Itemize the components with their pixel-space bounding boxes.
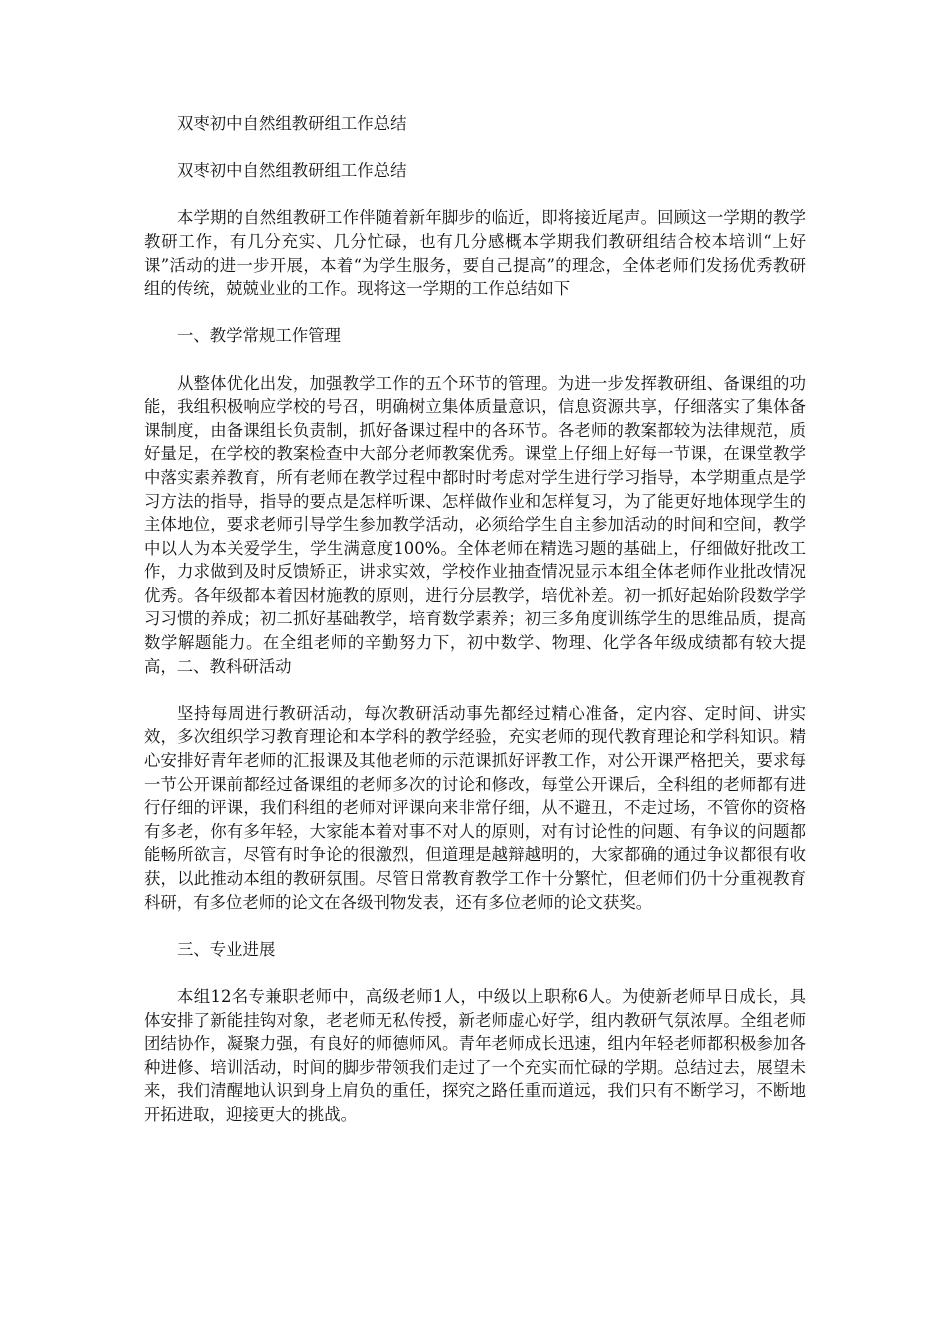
section-1-heading: 一、教学常规工作管理	[177, 326, 341, 346]
document-subtitle: 双枣初中自然组教研组工作总结	[177, 161, 407, 181]
document-page	[144, 112, 806, 1150]
section-3-heading: 三、专业进展	[177, 939, 276, 959]
section-1-paragraph: 从整体优化出发，加强教学工作的五个环节的管理。为进一步发挥教研组、备课组的功能，我组积极响应学校的号召，明确树立集体质量意识，信息资源共享，仔细落实了集体备课制度，由备课组长负责制，抓好备课过程中的各环节。各老师的教案都较为法律规范，质好量足，在学校的教案检查中大部分老师教案优秀。课堂上仔细上好每一节课，在课堂教学中落实素养教育，所有老师在教学过程中都时时考虑对学生进行学习指导，本学期重点是学习方法的指导，指导的要点是怎样听课、怎样做作业和怎样复习，为了能更好地体现学生的主体地位，要求老师引导学生参加教学活动，必须给学生自主参加活动的时间和空间，教学中以人为本关爱学生，学生满意度100%。全体老师在精选习题的基础上，仔细做好批改工作，力求做到及时反馈矫正，讲求实效，学校作业抽查情况显示本组全体老师作业批改情况优秀。各年级都本着因材施教的原则，进行分层教学，培优补差。初一抓好起始阶段数学学习习惯的养成；初二抓好基础教学，培育数学素养；初三多角度训练学生的思维品质，提高数学解题能力。在全组老师的辛勤努力下，初中数学、物理、化学各年级成绩都有较大提高，二、教科研活动	[144, 373, 806, 676]
intro-paragraph: 本学期的自然组教研工作伴随着新年脚步的临近，即将接近尾声。回顾这一学期的教学教研工作，有几分充实、几分忙碌，也有几分感概本学期我们教研组结合校本培训“上好课”活动的进一步开展，本着“为学生服务，要自己提高”的理念，全体老师们发扬优秀教研组的传统，兢兢业业的工作。现将这一学期的工作总结如下	[144, 208, 806, 299]
document-title: 双枣初中自然组教研组工作总结	[177, 114, 407, 133]
section-2-paragraph: 坚持每周进行教研活动，每次教研活动事先都经过精心准备，定内容、定时间、讲实效，多次组织学习教育理论和本学科的教学经验，充实老师的现代教育理论和学科知识。精心安排好青年老师的汇报课及其他老师的示范课抓好评教工作，对公开课严格把关，要求每一节公开课前都经过备课组的老师多次的讨论和修改，每堂公开课后，全科组的老师都有进行仔细的评课，我们科组的老师对评课向来非常仔细，从不避丑，不走过场，不管你的资格有多老，你有多年轻，大家能本着对事不对人的原则，对有讨论性的问题、有争议的问题都能畅所欲言，尽管有时争论的很激烈，但道理是越辩越明的，大家都确的通过争议都很有收获，以此推动本组的教研氛围。尽管日常教育教学工作十分繁忙，但老师们仍十分重视教育科研，有多位老师的论文在各级刊物发表，还有多位老师的论文获奖。	[144, 703, 806, 912]
section-3-paragraph: 本组12名专兼职老师中，高级老师1人，中级以上职称6人。为使新老师早日成长，具体安排了新能挂钩对象，老老师无私传授，新老师虚心好学，组内教研气氛浓厚。全组老师团结协作，凝聚力强，有良好的师德师风。青年老师成长迅速，组内年轻老师都积极参加各种进修、培训活动，时间的脚步带领我们走过了一个充实而忙碌的学期。总结过去，展望未来，我们清醒地认识到身上肩负的重任，探究之路任重而道远，我们只有不断学习，不断地开拓进取，迎接更大的挑战。	[144, 986, 806, 1124]
